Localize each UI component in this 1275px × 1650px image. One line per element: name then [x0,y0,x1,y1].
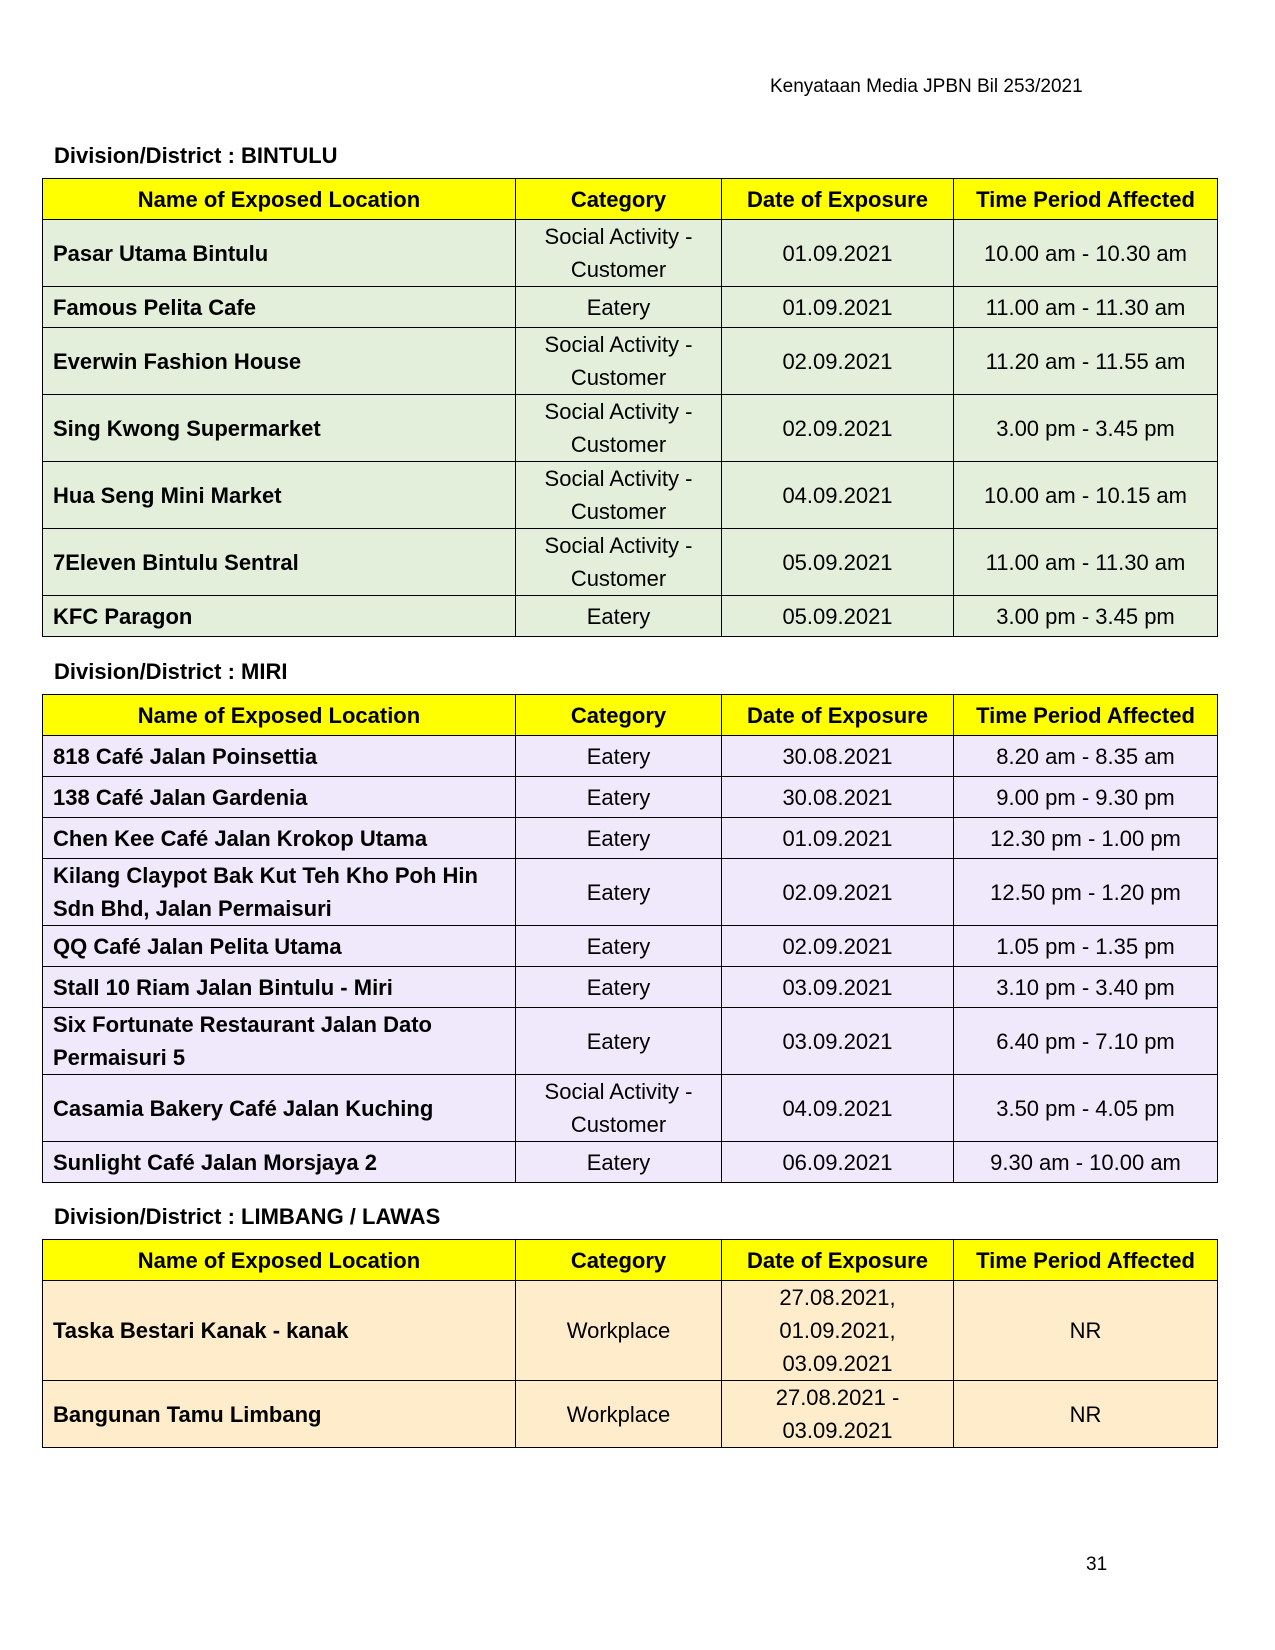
location-cell: Stall 10 Riam Jalan Bintulu - Miri [43,967,516,1008]
location-cell: Casamia Bakery Café Jalan Kuching [43,1075,516,1142]
table-header-row [43,179,1218,220]
category-cell: Workplace [516,1281,722,1381]
time-cell: 11.20 am - 11.55 am [954,328,1218,395]
date-cell: 02.09.2021 [722,328,954,395]
table-row [43,1075,1218,1142]
section-title-miri: Division/District : MIRI [54,659,288,684]
date-cell: 30.08.2021 [722,777,954,818]
date-cell: 02.09.2021 [722,859,954,926]
location-cell: Famous Pelita Cafe [43,287,516,328]
category-cell: Eatery [516,926,722,967]
category-cell: Social Activity - Customer [516,1075,722,1142]
category-cell: Eatery [516,736,722,777]
column-header-time: Time Period Affected [954,1240,1218,1281]
time-cell: 11.00 am - 11.30 am [954,529,1218,596]
date-cell: 02.09.2021 [722,926,954,967]
date-cell: 27.08.2021 - 03.09.2021 [722,1381,954,1448]
table-row [43,529,1218,596]
table-row [43,859,1218,926]
table-row [43,1008,1218,1075]
category-cell: Social Activity - Customer [516,462,722,529]
date-cell: 30.08.2021 [722,736,954,777]
column-header-date: Date of Exposure [722,1240,954,1281]
table-row [43,287,1218,328]
section-title-limbang-lawas: Division/District : LIMBANG / LAWAS [54,1204,441,1229]
table-row [43,967,1218,1008]
time-cell: 12.30 pm - 1.00 pm [954,818,1218,859]
date-cell: 01.09.2021 [722,287,954,328]
column-header-time: Time Period Affected [954,179,1218,220]
time-cell: 6.40 pm - 7.10 pm [954,1008,1218,1075]
table-header-row [43,1240,1218,1281]
date-cell: 03.09.2021 [722,1008,954,1075]
time-cell: 9.00 pm - 9.30 pm [954,777,1218,818]
time-cell: 1.05 pm - 1.35 pm [954,926,1218,967]
category-cell: Social Activity - Customer [516,395,722,462]
table-row [43,220,1218,287]
section-title-bintulu: Division/District : BINTULU [54,143,338,168]
miri-exposure-table [42,694,1218,1183]
table-row [43,777,1218,818]
bintulu-exposure-table [42,178,1218,637]
date-cell: 02.09.2021 [722,395,954,462]
location-cell: Chen Kee Café Jalan Krokop Utama [43,818,516,859]
location-cell: Six Fortunate Restaurant Jalan Dato Permaisuri 5 [43,1008,516,1075]
category-cell: Eatery [516,777,722,818]
table-row [43,818,1218,859]
category-cell: Social Activity - Customer [516,529,722,596]
time-cell: NR [954,1381,1218,1448]
category-cell: Eatery [516,1142,722,1183]
category-cell: Eatery [516,287,722,328]
date-cell: 06.09.2021 [722,1142,954,1183]
column-header-date: Date of Exposure [722,179,954,220]
table-header-row [43,695,1218,736]
location-cell: Everwin Fashion House [43,328,516,395]
column-header-location: Name of Exposed Location [43,695,516,736]
date-cell: 01.09.2021 [722,818,954,859]
time-cell: 11.00 am - 11.30 am [954,287,1218,328]
table-row [43,395,1218,462]
location-cell: 818 Café Jalan Poinsettia [43,736,516,777]
column-header-category: Category [516,1240,722,1281]
page-number: 31 [1086,1554,1108,1575]
table-row [43,1381,1218,1448]
table-row [43,462,1218,529]
location-cell: 7Eleven Bintulu Sentral [43,529,516,596]
time-cell: 3.10 pm - 3.40 pm [954,967,1218,1008]
location-cell: Sing Kwong Supermarket [43,395,516,462]
column-header-category: Category [516,179,722,220]
category-cell: Eatery [516,967,722,1008]
location-cell: KFC Paragon [43,596,516,637]
date-cell: 03.09.2021 [722,967,954,1008]
category-cell: Eatery [516,596,722,637]
category-cell: Eatery [516,818,722,859]
table-row [43,736,1218,777]
time-cell: NR [954,1281,1218,1381]
table-row [43,926,1218,967]
time-cell: 8.20 am - 8.35 am [954,736,1218,777]
date-cell: 04.09.2021 [722,1075,954,1142]
column-header-location: Name of Exposed Location [43,1240,516,1281]
table-row [43,1281,1218,1381]
date-cell: 04.09.2021 [722,462,954,529]
category-cell: Social Activity - Customer [516,220,722,287]
location-cell: Bangunan Tamu Limbang [43,1381,516,1448]
category-cell: Workplace [516,1381,722,1448]
column-header-date: Date of Exposure [722,695,954,736]
column-header-category: Category [516,695,722,736]
time-cell: 3.50 pm - 4.05 pm [954,1075,1218,1142]
location-cell: 138 Café Jalan Gardenia [43,777,516,818]
location-cell: Sunlight Café Jalan Morsjaya 2 [43,1142,516,1183]
limbang-lawas-exposure-table [42,1239,1218,1448]
location-cell: Hua Seng Mini Market [43,462,516,529]
time-cell: 3.00 pm - 3.45 pm [954,596,1218,637]
time-cell: 9.30 am - 10.00 am [954,1142,1218,1183]
time-cell: 3.00 pm - 3.45 pm [954,395,1218,462]
time-cell: 12.50 pm - 1.20 pm [954,859,1218,926]
category-cell: Social Activity - Customer [516,328,722,395]
date-cell: 05.09.2021 [722,529,954,596]
table-row [43,596,1218,637]
location-cell: Kilang Claypot Bak Kut Teh Kho Poh Hin Sdn Bhd, Jalan Permaisuri [43,859,516,926]
location-cell: Taska Bestari Kanak - kanak [43,1281,516,1381]
category-cell: Eatery [516,859,722,926]
location-cell: QQ Café Jalan Pelita Utama [43,926,516,967]
date-cell: 01.09.2021 [722,220,954,287]
location-cell: Pasar Utama Bintulu [43,220,516,287]
date-cell: 05.09.2021 [722,596,954,637]
time-cell: 10.00 am - 10.30 am [954,220,1218,287]
table-row [43,328,1218,395]
document-reference: Kenyataan Media JPBN Bil 253/2021 [770,76,1083,97]
category-cell: Eatery [516,1008,722,1075]
date-cell: 27.08.2021, 01.09.2021, 03.09.2021 [722,1281,954,1381]
table-row [43,1142,1218,1183]
column-header-location: Name of Exposed Location [43,179,516,220]
time-cell: 10.00 am - 10.15 am [954,462,1218,529]
column-header-time: Time Period Affected [954,695,1218,736]
